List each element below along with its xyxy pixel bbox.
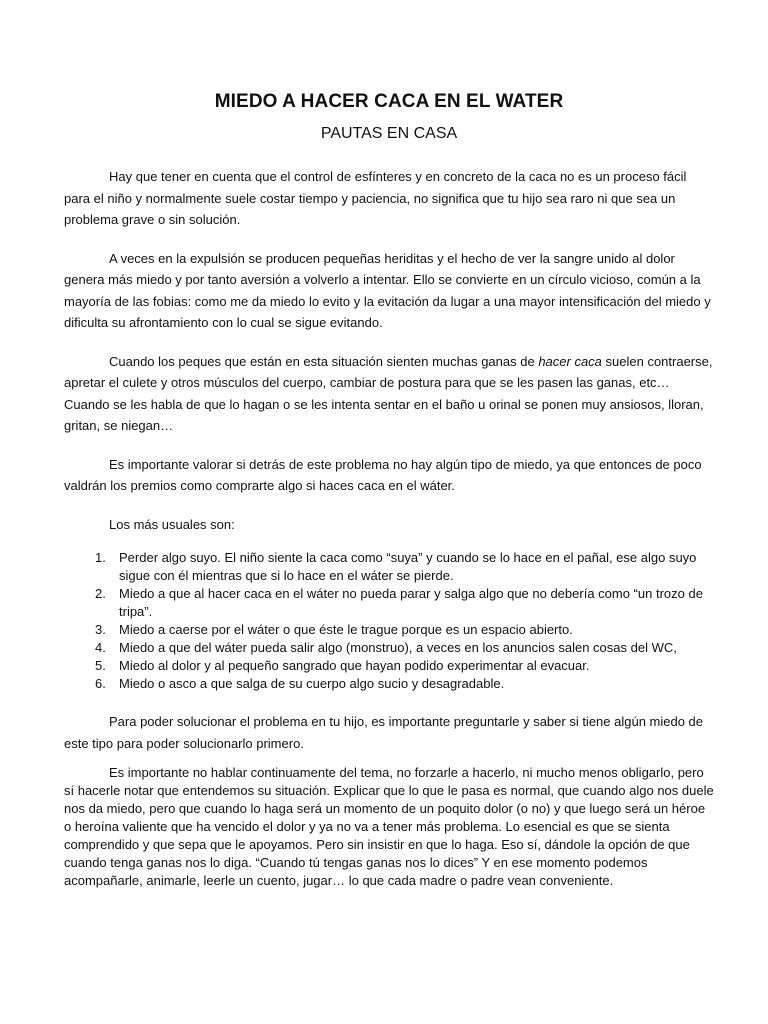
paragraph-4: Es importante valorar si detrás de este problema no hay algún tipo de miedo, ya que entonces de poco valdrán los premios como comprarte algo si haces caca en el wáter. bbox=[64, 456, 702, 493]
list-item bbox=[64, 657, 714, 675]
list-item bbox=[64, 675, 714, 693]
list-item-number: 1. bbox=[95, 550, 106, 565]
paragraph-6: Es importante no hablar continuamente del tema, no forzarle a hacerlo, ni mucho menos obligarlo, pero sí hacerle notar que entendemos su situación. Explicar que lo que le pasa es normal, que cuando algo nos duele nos da miedo, pero que cuando lo haga será un momento de un poquito dolor (o no) y que luego será un héroe o heroína valiente que ha vencido el dolor y ya no va a tener más problema. Lo esencial es que se sienta comprendido y que sepa que le apoyamos. Pero sin insistir en que lo haga. Eso sí, dándole la opción de que cuando tenga ganas nos lo diga. “Cuando tú tengas ganas nos lo dices” Y en ese momento podemos acompañarle, animarle, leerle un cuento, jugar… lo que cada madre o padre vean conveniente. bbox=[64, 765, 714, 888]
list-item-text: Miedo a caerse por el wáter o que éste le trague porque es un espacio abierto. bbox=[119, 622, 573, 637]
list-item-text: Miedo a que del wáter pueda salir algo (monstruo), a veces en los anuncios salen cosas del WC, bbox=[119, 640, 677, 655]
paragraph-2: A veces en la expulsión se producen pequeñas heriditas y el hecho de ver la sangre unido al dolor genera más miedo y por tanto aversión a volverlo a intentar. Ello se convierte en un círculo vicioso, común a la mayoría de las fobias: como me da miedo lo evito y la evitación da lugar a una mayor intensificación del miedo y dificulta su afrontamiento con lo cual se sigue evitando. bbox=[64, 250, 711, 330]
paragraph-3-emphasis: hacer caca bbox=[538, 353, 602, 369]
list-item-text: Miedo a que al hacer caca en el wáter no pueda parar y salga algo que no debería como “un trozo de tripa”. bbox=[119, 586, 703, 619]
list-item-text: Miedo al dolor y al pequeño sangrado que hayan podido experimentar al evacuar. bbox=[119, 658, 590, 673]
list-item bbox=[64, 639, 714, 657]
document-page bbox=[64, 88, 714, 894]
list-item-number: 6. bbox=[95, 676, 106, 691]
document-title: MIEDO A HACER CACA EN EL WATER bbox=[214, 91, 564, 112]
list-item-number: 2. bbox=[95, 586, 106, 601]
list-item-number: 5. bbox=[95, 658, 106, 673]
paragraph-3-start: Cuando los peques que están en esta situación sienten muchas ganas de bbox=[109, 353, 539, 369]
list-item-number: 4. bbox=[95, 640, 106, 655]
list-intro: Los más usuales son: bbox=[109, 516, 235, 532]
paragraph-1: Hay que tener en cuenta que el control de esfínteres y en concreto de la caca no es un proceso fácil para el niño y normalmente suele costar tiempo y paciencia, no significa que tu hijo sea raro ni que sea un problema grave o sin solución. bbox=[64, 169, 687, 227]
document-subtitle: PAUTAS EN CASA bbox=[320, 125, 458, 142]
list-item bbox=[64, 549, 714, 585]
list-item-number: 3. bbox=[95, 622, 106, 637]
list-item-text: Miedo o asco a que salga de su cuerpo algo sucio y desagradable. bbox=[119, 676, 505, 691]
list-item-text: Perder algo suyo. El niño siente la caca como “suya” y cuando se lo hace en el pañal, ese algo suyo sigue con él mientras que si lo hace en el wáter se pierde. bbox=[119, 550, 697, 583]
paragraph-3 bbox=[64, 351, 714, 437]
paragraph-3-end: suelen contraerse, apretar el culete y otros músculos del cuerpo, cambiar de postura para que se les pasen las ganas, etc… Cuando se les habla de que lo hagan o se les intenta sentar en el baño u orinal se ponen muy ansiosos, lloran, gritan, se niegan… bbox=[64, 353, 713, 433]
list-item bbox=[64, 621, 714, 639]
fear-list bbox=[64, 549, 714, 693]
paragraph-5: Para poder solucionar el problema en tu hijo, es importante preguntarle y saber si tiene algún miedo de este tipo para poder solucionarlo primero. bbox=[64, 714, 704, 751]
list-item bbox=[64, 585, 714, 621]
